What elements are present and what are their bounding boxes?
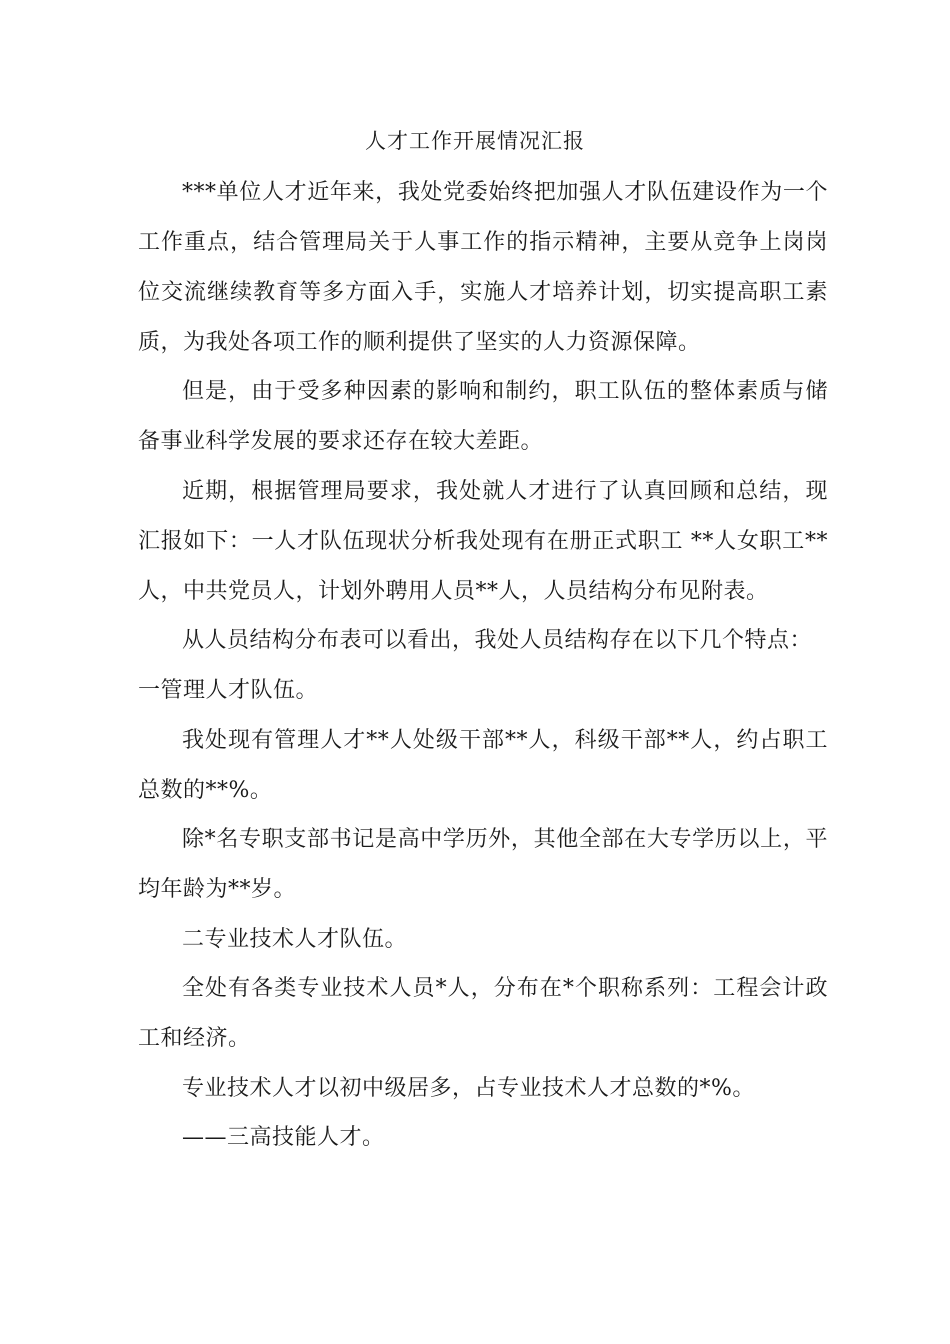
paragraph-line: 除*名专职支部书记是高中学历外，其他全部在大专学历以上，平 — [182, 827, 828, 852]
paragraph-line: 一管理人才队伍。 — [138, 678, 319, 703]
paragraph-line: 总数的**%。 — [138, 778, 273, 803]
paragraph-line: 我处现有管理人才**人处级干部**人，科级干部**人，约占职工 — [182, 728, 828, 753]
paragraph-line: 二专业技术人才队伍。 — [182, 927, 408, 952]
paragraph-line: 工作重点，结合管理局关于人事工作的指示精神，主要从竞争上岗岗 — [138, 230, 828, 255]
paragraph-line: 质，为我处各项工作的顺利提供了坚实的人力资源保障。 — [138, 330, 701, 355]
document-title: 人才工作开展情况汇报 — [365, 129, 585, 153]
paragraph-line: 位交流继续教育等多方面入手，实施人才培养计划，切实提高职工素 — [138, 280, 828, 305]
paragraph-line: ***单位人才近年来，我处党委始终把加强人才队伍建设作为一个 — [182, 180, 828, 205]
paragraph-line: 汇报如下：一人才队伍现状分析我处现有在册正式职工 **人女职工** — [138, 529, 828, 554]
paragraph-line: 近期，根据管理局要求，我处就人才进行了认真回顾和总结，现 — [182, 479, 828, 504]
paragraph-line: 备事业科学发展的要求还存在较大差距。 — [138, 429, 544, 454]
paragraph-line: 从人员结构分布表可以看出，我处人员结构存在以下几个特点： — [182, 628, 813, 653]
paragraph-line: 全处有各类专业技术人员*人，分布在*个职称系列：工程会计政 — [182, 976, 828, 1001]
paragraph-line: 人，中共党员人，计划外聘用人员**人，人员结构分布见附表。 — [138, 579, 769, 604]
paragraph-line: 但是，由于受多种因素的影响和制约，职工队伍的整体素质与储 — [182, 379, 828, 404]
paragraph-line: 均年龄为**岁。 — [138, 877, 297, 902]
paragraph-line: 工和经济。 — [138, 1026, 251, 1051]
paragraph-line: 专业技术人才以初中级居多，占专业技术人才总数的*%。 — [182, 1076, 755, 1101]
paragraph-line: ——三高技能人才。 — [182, 1125, 385, 1150]
